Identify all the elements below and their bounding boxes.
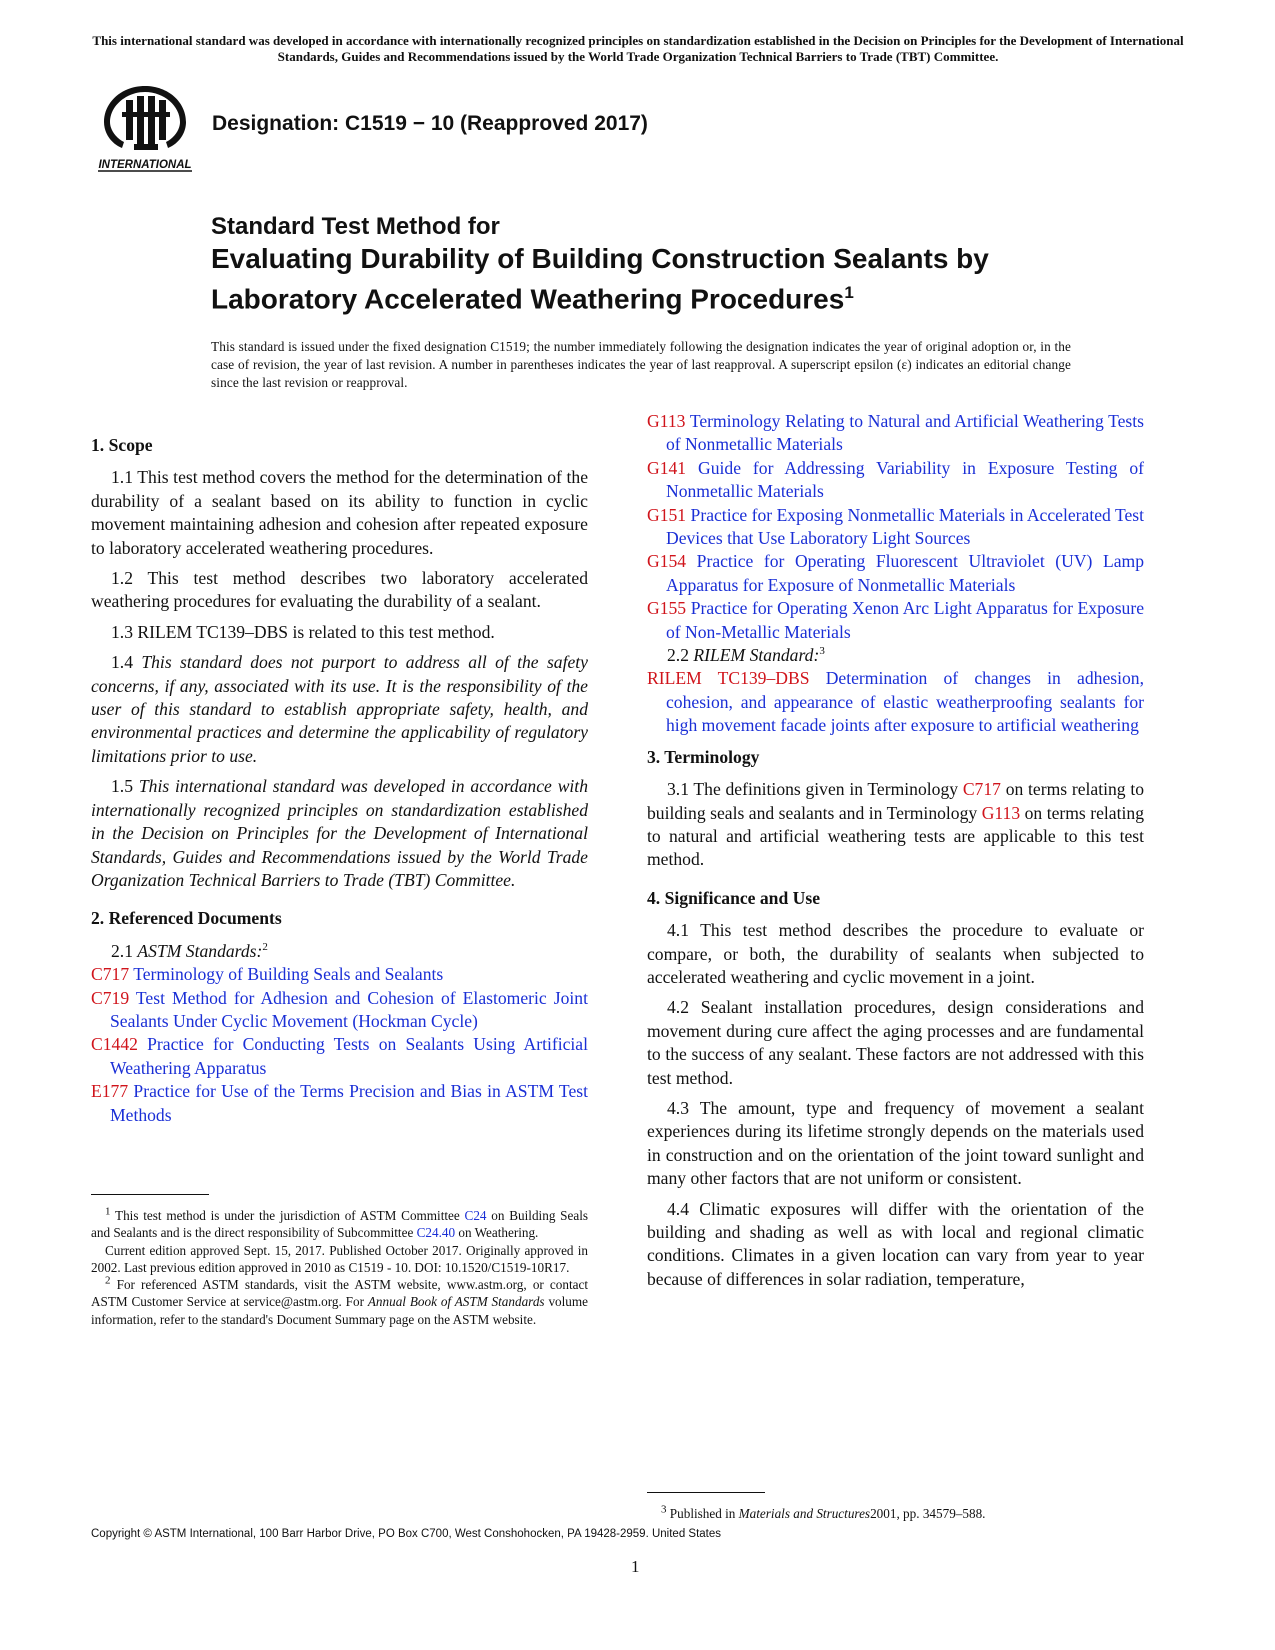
- ref-code[interactable]: G154: [647, 551, 687, 572]
- scope-1-4: 1.4 This standard does not purport to address all of the safety concerns, if any, associated with its use. It is the responsibility of the user of this standard to establish appropriate safety, health, and environmental practices and determine the applicability of regulatory limitations prior to use.: [91, 652, 588, 766]
- ref-title[interactable]: Test Method for Adhesion and Cohesion of Elastomeric Joint Sealants Under Cyclic Movement (Hockman Cycle): [110, 987, 588, 1031]
- title-line-3: Laboratory Accelerated Weathering Procedures: [211, 283, 845, 315]
- astm-ref-list-left: [91, 963, 588, 1127]
- astm-ref-c1442[interactable]: [91, 1033, 588, 1080]
- rilem-ref-text: Determination of changes in adhesion, cohesion, and appearance of elastic weatherproofing sealants for high movement facade joints after exposure to artificial weathering: [666, 668, 1144, 736]
- designation: Designation: C1519 − 10 (Reapproved 2017): [212, 112, 648, 135]
- significance-heading: 4. Significance and Use: [647, 887, 821, 908]
- issued-note: This standard is issued under the fixed designation C1519; the number immediately following the designation indicates the year of original adoption or, in the case of revision, the year of last revision. A number in parentheses indicates the year of last reapproval. A superscript epsilon (ε) indicates an editorial change since the last revision or reapproval.: [211, 339, 1071, 390]
- significance-4-2: 4.2 Sealant installation procedures, design considerations and movement during cure affect the aging processes and are fundamental to the success of any sealant. These factors are not addressed with this test method.: [647, 997, 1144, 1088]
- wto-notice: This international standard was developed in accordance with internationally recognized principles on standardization established in the Decision on Principles for the Development of International Standards, Guides and Recommendations issued by the World Trade Organization Technical Barriers to Trade (TBT) Committee.: [92, 33, 1184, 64]
- title-line-2: Evaluating Durability of Building Construction Sealants by: [211, 243, 989, 274]
- ref-title[interactable]: Practice for Use of the Terms Precision and Bias in ASTM Test Methods: [110, 1081, 588, 1125]
- rilem-standard-label: 2.2 RILEM Standard:$^3$: [667, 645, 825, 666]
- ref-code[interactable]: G113: [647, 411, 686, 431]
- page-number: 1: [631, 1557, 640, 1576]
- ref-code[interactable]: G141: [647, 457, 687, 478]
- scope-heading: 1. Scope: [91, 435, 153, 455]
- significance-4-3: 4.3 The amount, type and frequency of movement a sealant experiences during its lifetime strongly depends on the materials used in construction and on the orientation of the joint toward sunlight and many other factors that are not uniform or consistent.: [647, 1097, 1144, 1189]
- ref-code[interactable]: C717: [91, 964, 130, 985]
- ref-title[interactable]: Practice for Operating Fluorescent Ultraviolet (UV) Lamp Apparatus for Exposure of Nonmetallic Materials: [666, 551, 1144, 595]
- ref-title[interactable]: Practice for Operating Xenon Arc Light Apparatus for Exposure of Non-Metallic Materials: [666, 598, 1145, 642]
- referenced-heading: 2. Referenced Documents: [91, 908, 282, 929]
- logo-text: INTERNATIONAL: [98, 159, 192, 171]
- terminology-3-1: 3.1 The definitions given in Terminology C717 on terms relating to building seals and sealants and in Terminology G113 on terms relating to natural and artificial weathering tests are applicable to this test method.: [647, 779, 1145, 870]
- astm-logo-icon: [96, 82, 194, 174]
- right-column: [647, 411, 1145, 1521]
- ref-title[interactable]: Practice for Conducting Tests on Sealants Using Artificial Weathering Apparatus: [110, 1034, 589, 1078]
- ref-code[interactable]: C719: [91, 987, 130, 1008]
- astm-ref-g155[interactable]: [647, 597, 1144, 644]
- scope-1-2: 1.2 This test method describes two laboratory accelerated weathering procedures for evaluating the durability of a sealant.: [91, 568, 588, 612]
- title-footnote-mark: 1: [844, 283, 854, 302]
- astm-standards-label: 2.1 ASTM Standards:$^2$: [111, 940, 268, 961]
- astm-ref-g113[interactable]: [647, 410, 1144, 457]
- scope-1-1: 1.1 This test method covers the method for the determination of the durability of a sealant based on its ability to function in cyclic movement maintaining adhesion and cohesion after repeated exposure to laboratory accelerated weathering procedures.: [91, 467, 588, 558]
- ref-code[interactable]: G155: [647, 598, 687, 619]
- significance-4-4: 4.4 Climatic exposures will differ with the orientation of the building and shading as well as with local and regional climatic conditions. Climates in a given location can vary from year to year because of differences in solar radiation, temperature,: [647, 1198, 1144, 1289]
- terminology-c717-link[interactable]: C717: [962, 779, 1001, 800]
- title-line-1: Standard Test Method for: [211, 213, 500, 240]
- ref-code[interactable]: C1442: [91, 1034, 138, 1055]
- astm-ref-c717[interactable]: [91, 963, 588, 986]
- astm-ref-e177[interactable]: [91, 1080, 588, 1127]
- astm-ref-c719[interactable]: [91, 987, 588, 1034]
- scope-1-5: 1.5 This international standard was developed in accordance with internationally recognized principles on standardization established in the Decision on Principles for the Development of International Standards, Guides and Recommendations issued by the World Trade Organization Technical Barriers to Trade (TBT) Committee.: [91, 776, 588, 890]
- footnote-1: $^1$ This test method is under the jurisdiction of ASTM Committee C24 on Building Seals and Sealants and is the direct responsibility of Subcommittee C24.40 on Weathering.: [91, 1205, 589, 1241]
- astm-ref-g151[interactable]: [647, 504, 1144, 551]
- astm-ref-g154[interactable]: [647, 550, 1144, 597]
- footnote-3: $^3$ Published in Materials and Structures2001, pp. 34579–588.: [661, 1503, 986, 1521]
- astm-ref-g141[interactable]: [647, 457, 1144, 504]
- footnote-1-edition: Current edition approved Sept. 15, 2017. Published October 2017. Originally approved in 2002. Last previous edition approved in 2010 as C1519 - 10. DOI: 10.1520/C1519-10R17.: [91, 1242, 588, 1275]
- rilem-ref-code: RILEM TC139–DBS: [647, 668, 810, 689]
- astm-ref-list-right: [647, 410, 1144, 644]
- copyright-footer: Copyright © ASTM International, 100 Barr Harbor Drive, PO Box C700, West Conshohocken, PA 19428-2959. United States: [91, 1528, 722, 1540]
- scope-1-3: 1.3 RILEM TC139–DBS is related to this test method.: [111, 621, 495, 642]
- rilem-ref[interactable]: [647, 667, 1144, 737]
- terminology-heading: 3. Terminology: [647, 746, 760, 767]
- ref-code[interactable]: G151: [647, 504, 687, 525]
- terminology-g113-link[interactable]: G113: [981, 802, 1021, 823]
- ref-title[interactable]: Terminology of Building Seals and Sealants: [133, 964, 444, 985]
- document-title: [211, 212, 1111, 316]
- ref-title[interactable]: Practice for Exposing Nonmetallic Materials in Accelerated Test Devices that Use Laboratory Light Sources: [666, 504, 1145, 549]
- ref-code[interactable]: E177: [91, 1081, 129, 1102]
- left-column: [91, 434, 589, 1327]
- significance-4-1: 4.1 This test method describes the procedure to evaluate or compare, or both, the durability of sealants when subjected to accelerated weathering and cyclic movement in a joint.: [647, 920, 1144, 987]
- subcommittee-link[interactable]: C24.40: [416, 1225, 456, 1241]
- right-footnotes: [647, 1492, 1144, 1522]
- left-footnotes: [91, 1194, 588, 1328]
- ref-title[interactable]: Terminology Relating to Natural and Artificial Weathering Tests of Nonmetallic Materials: [666, 411, 1144, 455]
- committee-c24-link[interactable]: C24: [464, 1208, 487, 1223]
- footnote-2: $^2$ For referenced ASTM standards, visit the ASTM website, www.astm.org, or contact ASTM Customer Service at service@astm.org. For Annual Book of ASTM Standards volume information, refer to the standard's Document Summary page on the ASTM website.: [91, 1274, 588, 1327]
- ref-title[interactable]: Guide for Addressing Variability in Exposure Testing of Nonmetallic Materials: [666, 457, 1144, 502]
